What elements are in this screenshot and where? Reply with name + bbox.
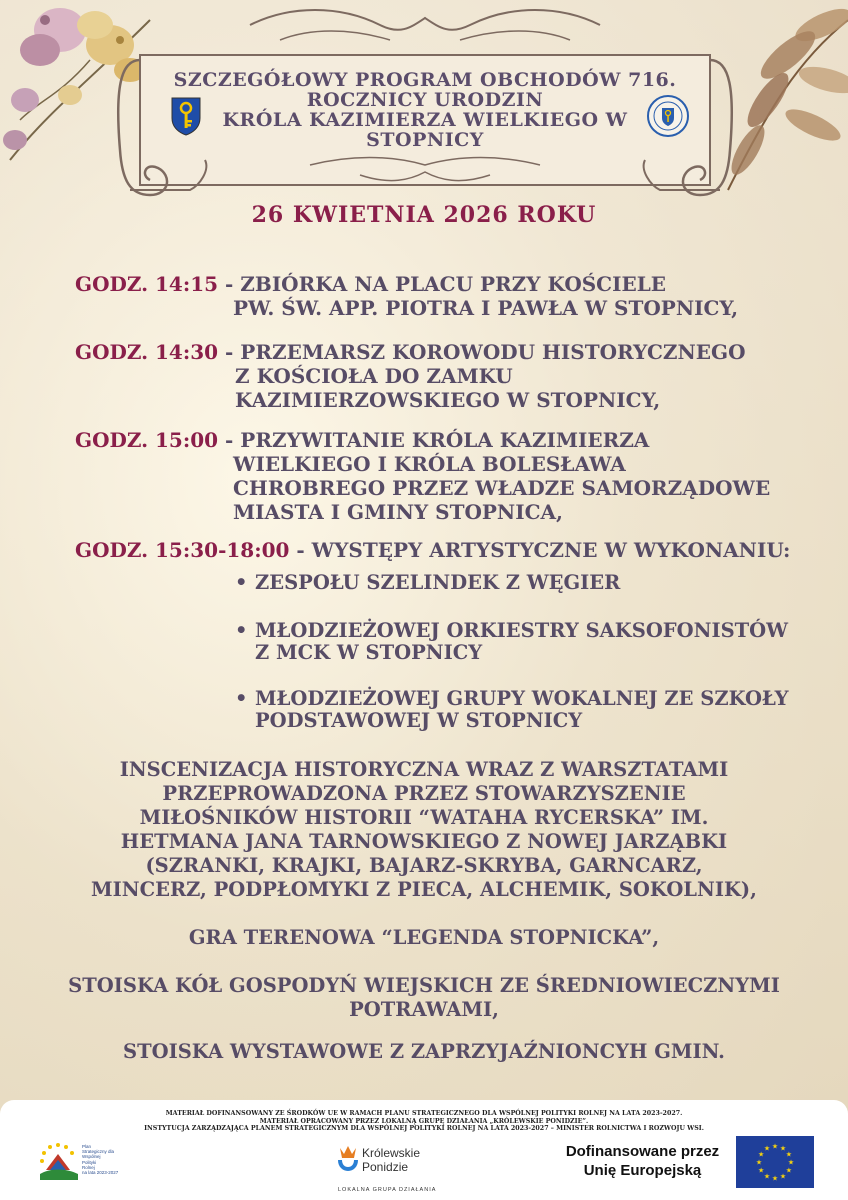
- kp-line: Ponidzie: [362, 1160, 409, 1174]
- funding-line: MATERIAŁ OPRACOWANY PRZEZ LOKALNĄ GRUPĘ DZIAŁANIA „KRÓLEWSKIE PONIDZIE”.: [259, 1117, 589, 1125]
- plan-line: Rolnej: [82, 1164, 95, 1170]
- exhibit-line: STOISKA WYSTAWOWE Z ZAPRZYJAŹNIONCYH GMIN.: [123, 1040, 725, 1063]
- kgw-line: STOISKA KÓŁ GOSPODYŃ WIEJSKICH ZE ŚREDNIOWIECZNYMI: [68, 974, 780, 997]
- performer-text: MŁODZIEŻOWEJ GRUPY WOKALNEJ ZE SZKOŁY: [255, 687, 789, 710]
- schedule-text: WIELKIEGO I KRÓLA BOLESŁAWA: [233, 452, 626, 476]
- schedule-text: - WYSTĘPY ARTYSTYCZNE W WYKONANIU:: [296, 538, 791, 562]
- performer-text: ZESPOŁU SZELINDEK Z WĘGIER: [255, 571, 621, 594]
- eu-line: Dofinansowane przez: [565, 1143, 720, 1160]
- title-line: SZCZEGÓŁOWY PROGRAM OBCHODÓW 716.: [173, 69, 677, 91]
- eu-star-icon: ★: [755, 1158, 763, 1167]
- title-line: STOPNICY: [366, 129, 484, 151]
- krolewskie-ponidzie-name: [362, 1146, 420, 1174]
- schedule-time: GODZ. 15:30-18:00: [75, 538, 290, 562]
- footer-funding-bar: [0, 1100, 848, 1200]
- plan-line: na lata 2023-2027: [82, 1170, 119, 1176]
- eu-star-icon: ★: [758, 1166, 765, 1175]
- bullet-icon: •: [235, 687, 248, 710]
- schedule-item: [75, 428, 770, 524]
- performer-text: Z MCK W STOPNICY: [255, 641, 483, 664]
- field-game-info: [0, 926, 848, 950]
- schedule-text: CHROBREGO PRZEZ WŁADZE SAMORZĄDOWE: [233, 476, 771, 500]
- plan-line: Strategiczny dla: [82, 1149, 115, 1155]
- performer-text: PODSTAWOWEJ W STOPNICY: [255, 709, 583, 732]
- eu-star-icon: ★: [787, 1158, 795, 1167]
- krolewskie-ponidzie-logo-icon: [336, 1144, 360, 1178]
- game-line: GRA TERENOWA “LEGENDA STOPNICKA”,: [188, 926, 660, 949]
- eu-funding-label: [560, 1142, 725, 1180]
- kgw-stalls-info: [0, 974, 848, 1022]
- reenactment-line: HETMANA JANA TARNOWSKIEGO Z NOWEJ JARZĄBKI: [120, 830, 728, 853]
- plan-line: Plan: [82, 1144, 92, 1149]
- schedule-time: GODZ. 14:30: [75, 340, 219, 364]
- performer-item: [235, 687, 789, 732]
- schedule-time: GODZ. 15:00: [75, 428, 219, 452]
- eu-star-icon: ★: [763, 1172, 771, 1181]
- schedule-text: KAZIMIERZOWSKIEGO W STOPNICY,: [235, 388, 661, 412]
- bullet-icon: •: [235, 571, 248, 594]
- schedule-time: GODZ. 14:15: [75, 272, 219, 296]
- bullet-icon: •: [235, 619, 248, 642]
- reenactment-line: MINCERZ, PODPŁOMYKI Z PIECA, ALCHEMIK, SOKOLNIK),: [91, 878, 757, 901]
- schedule-item: [75, 340, 746, 412]
- reenactment-line: MIŁOŚNIKÓW HISTORII “WATAHA RYCERSKA” IM.: [139, 806, 709, 829]
- schedule-text: PW. ŚW. APP. PIOTRA I PAWŁA W STOPNICY,: [233, 296, 739, 320]
- exhibit-stalls-info: [0, 1040, 848, 1064]
- eu-star-icon: ★: [779, 1172, 787, 1181]
- schedule-text: MIASTA I GMINY STOPNICA,: [233, 500, 563, 524]
- kp-line: Królewskie: [362, 1146, 421, 1160]
- eu-star-icon: ★: [785, 1166, 792, 1175]
- plan-logo-text: [82, 1144, 122, 1175]
- page-title: [160, 70, 690, 150]
- schedule-text: - PRZYWITANIE KRÓLA KAZIMIERZA: [225, 428, 650, 452]
- eu-star-icon: ★: [785, 1150, 792, 1159]
- performer-item: [235, 571, 621, 594]
- eu-star-icon: ★: [771, 1174, 779, 1183]
- kgw-line: POTRAWAMI,: [349, 998, 499, 1021]
- funding-line: MATERIAŁ DOFINANSOWANY ZE ŚRODKÓW UE W RAMACH PLANU STRATEGICZNEGO DLA WSPÓLNEJ POLITYKI ROLNEJ NA LATA 2023-2027.: [165, 1110, 683, 1117]
- eu-line: Unię Europejską: [583, 1162, 702, 1179]
- schedule-text: Z KOŚCIOŁA DO ZAMKU: [235, 364, 513, 388]
- lgd-label: LOKALNA GRUPA DZIAŁANIA: [338, 1187, 437, 1193]
- plan-line: Wspólnej: [82, 1154, 101, 1160]
- title-line: KRÓLA KAZIMIERZA WIELKIEGO W: [222, 109, 628, 131]
- plan-line: Polityki: [82, 1159, 97, 1165]
- reenactment-line: INSCENIZACJA HISTORYCZNA WRAZ Z WARSZTATAMI: [119, 758, 729, 781]
- reenactment-info: [0, 758, 848, 902]
- reenactment-line: (SZRANKI, KRAJKI, BAJARZ-SKRYBA, GARNCARZ,: [145, 854, 703, 877]
- eu-star-icon: ★: [758, 1150, 765, 1159]
- reenactment-line: PRZEPROWADZONA PRZEZ STOWARZYSZENIE: [162, 782, 686, 805]
- performer-item: [235, 619, 789, 664]
- title-line: ROCZNICY URODZIN: [306, 89, 544, 111]
- eu-star-icon: ★: [779, 1144, 787, 1153]
- schedule-item: [75, 272, 738, 320]
- eu-star-icon: ★: [763, 1144, 771, 1153]
- eu-star-icon: ★: [771, 1142, 779, 1151]
- schedule-text: - ZBIÓRKA NA PLACU PRZY KOŚCIELE: [225, 272, 667, 296]
- performer-text: MŁODZIEŻOWEJ ORKIESTRY SAKSOFONISTÓW: [255, 619, 789, 642]
- event-date: 26 KWIETNIA 2026 ROKU: [251, 202, 597, 228]
- schedule-text: - PRZEMARSZ KOROWODU HISTORYCZNEGO: [225, 340, 746, 364]
- funding-line: INSTYTUCJA ZARZĄDZAJĄCA PLANEM STRATEGICZNYM DLA WSPÓLNEJ POLITYKI ROLNEJ NA LATA 2023-2027 – MINISTER ROLNICTWA I ROZWOJU WSI.: [144, 1125, 704, 1133]
- funding-notice: [0, 1110, 848, 1133]
- schedule-item: [75, 538, 790, 562]
- eu-flag-icon: [736, 1136, 814, 1188]
- ksow-plan-logo-icon: [36, 1140, 82, 1184]
